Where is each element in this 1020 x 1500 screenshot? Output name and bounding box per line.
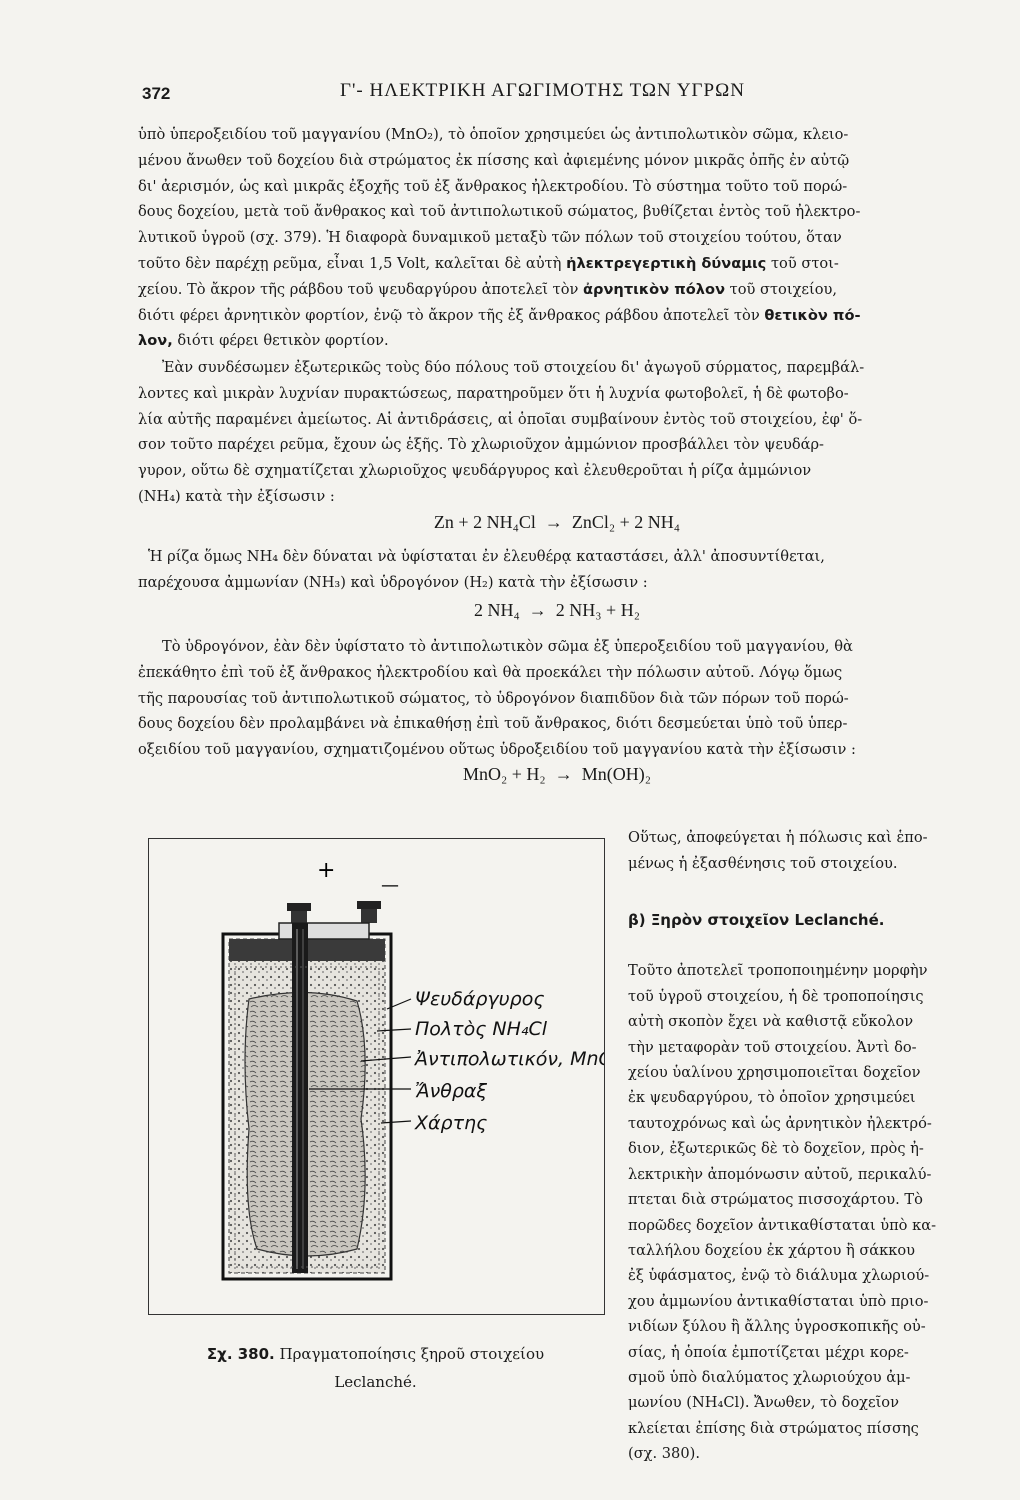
minus-sign: —	[381, 875, 399, 896]
para1-bold-positive-pole: θετικὸν πό- λον,	[138, 306, 861, 350]
label-zinc: Ψευδάργυρος	[415, 988, 545, 1010]
figure-caption	[148, 1340, 603, 1396]
right-column-intro: Οὕτως, ἀποφεύγεται ἡ πόλωσις καὶ ἑπο- μένως ἡ ἐξασθένησις τοῦ στοιχείου.	[628, 829, 928, 872]
caption-number: Σχ. 380.	[206, 1345, 275, 1363]
right-column-body: Τοῦτο ἀποτελεῖ τροποποιημένην μορφὴν τοῦ ὑγροῦ στοιχείου, ἡ δὲ τροποποίησις αὐτὴ σκοπὸν ἔχει νὰ καθιστᾷ εὔκολον τὴν μεταφορὰν τοῦ στοιχείου. Ἀντὶ δο- χείου ὑαλίνου χρησιμοποιεῖται δοχεῖον ἐκ ψευδαργύρου, τὸ ὁποῖον χρησιμεύει ταυτοχρόνως καὶ ὡς ἀρνητικὸν ἠλεκτρό- διον, ἐξωτερικῶς δὲ τὸ δοχεῖον, πρὸς ἠ- λεκτρικὴν ἀπομόνωσιν αὐτοῦ, περικαλύ- πτεται διὰ στρώματος πισσοχάρτου. Τὸ πορῶδες δοχεῖον ἀντικαθίσταται ὑπὸ κα- ταλλήλου δοχείου ἐκ χάρτου ἢ σάκκου ἐξ ὑφάσματος, ἐνῷ τὸ διάλυμα χλωριού- χου ἀμμωνίου ἀντικαθίσταται ὑπὸ πριο- νιδίων ξύλου ἢ ἄλλης ὑγροσκοπικῆς οὐ- σίας, ἡ ὁποία ἐμποτίζεται μέχρι κορε- σμοῦ ὑπὸ διαλύματος χλωριούχου ἀμ- μωνίου (NH₄Cl). Ἄνωθεν, τὸ δοχεῖον κλείεται ἐπίσης διὰ στρώματος πίσσης (σχ. 380).	[628, 962, 936, 1463]
caption-line-2: Leclanché.	[334, 1373, 417, 1391]
para1-text-2: τοῦ στοι- χείου. Τὸ ἄκρον τῆς ράβδου τοῦ ψευδαργύρου ἀποτελεῖ τὸν	[138, 254, 839, 298]
running-head: Γ'- ΗΛΕΚΤΡΙΚΗ ΑΓΩΓΙΜΟΤΗΣ ΤΩΝ ΥΓΡΩΝ	[340, 80, 745, 101]
paragraph-1	[138, 122, 976, 354]
right-column	[628, 800, 978, 1492]
carbon-rod	[292, 923, 308, 1273]
plus-sign: +	[317, 858, 336, 883]
para1-bold-emf: ἠλεκτρεγερτικὴ δύναμις	[566, 254, 767, 272]
paragraph-2: Ἐὰν συνδέσωμεν ἐξωτερικῶς τοὺς δύο πόλους τοῦ στοιχείου δι' ἀγωγοῦ σύρματος, παρεμβάλ- λοντες καὶ μικρὰν λυχνίαν πυρακτώσεως, παρατηροῦμεν ὅτι ἡ λυχνία φωτοβολεῖ, ἡ δὲ φωτοβο- λία αὐτῆς παραμένει ἀμείωτος. Αἱ ἀντιδράσεις, αἱ ὁποῖαι συμβαίνουν ἐντὸς τοῦ στοιχείου, ἐφ' ὅ- σον τοῦτο παρέχει ρεῦμα, ἔχουν ὡς ἑξῆς. Τὸ χλωριοῦχον ἀμμώνιον προσβάλλει τὸν ψευδάρ- γυρον, οὕτω δὲ σχηματίζεται χλωριοῦχος ψευδάργυρος καὶ ἐλευθεροῦται ἡ ρίζα ἀμμώνιον (NH₄) κατὰ τὴν ἐξίσωσιν :	[138, 359, 865, 505]
caption-text: Πραγματοποίησις ξηροῦ στοιχείου	[274, 1345, 545, 1363]
page-number: 372	[142, 84, 171, 103]
equation-1: Zn + 2 NH₄Cl → ZnCl₂ + 2 NH₄	[433, 512, 681, 532]
label-carbon: Ἄνθραξ	[415, 1080, 488, 1102]
dry-cell-diagram	[149, 839, 604, 1314]
para1-bold-negative-pole: ἀρνητικὸν πόλον	[583, 280, 726, 298]
negative-terminal-icon	[357, 901, 381, 923]
equation-3: MnO₂ + H₂ → Mn(OH)₂	[463, 764, 651, 784]
label-depolarizer: Ἀντιπολωτικόν, MnO₂	[415, 1048, 604, 1070]
label-paste: Πολτὸς NH₄Cl	[415, 1018, 548, 1040]
para1-text-4: διότι φέρει θετικὸν φορτίον.	[172, 332, 389, 350]
label-paper: Χάρτης	[415, 1112, 488, 1134]
paragraph-4: Τὸ ὑδρογόνον, ἐὰν δὲν ὑφίστατο τὸ ἀντιπολωτικὸν σῶμα ἐξ ὑπεροξειδίου τοῦ μαγγανίου, θὰ ἐπεκάθητο ἐπὶ τοῦ ἐξ ἄνθρακος ἠλεκτροδίου καὶ θὰ προεκάλει τὴν πόλωσιν αὐτοῦ. Λόγῳ ὅμως τῆς παρουσίας τοῦ ἀντιπολωτικοῦ σώματος, τὸ ὑδρογόνον διαπιδῦον διὰ τῶν πόρων τοῦ πορώ- δους δοχείου δὲν προλαμβάνει νὰ ἐπικαθήσῃ ἐπὶ τοῦ ἄνθρακος, διότι δεσμεύεται ὑπὸ τοῦ ὑπερ- οξειδίου τοῦ μαγγανίου, σχηματιζομένου οὕτως ὑδροξειδίου τοῦ μαγγανίου κατὰ τὴν ἐξίσωσιν :	[138, 638, 856, 759]
paragraph-3: Ἡ ρίζα ὅμως NH₄ δὲν δύναται νὰ ὑφίσταται ἐν ἐλευθέρᾳ καταστάσει, ἀλλ' ἀποσυντίθεται, παρέχουσα ἀμμωνίαν (NH₃) καὶ ὑδρογόνον (H₂) κατὰ τὴν ἐξίσωσιν :	[138, 548, 825, 591]
equation-2: 2 NH₄ → 2 NH₃ + H₂	[474, 600, 640, 620]
para1-text-1: ὑπὸ ὑπεροξειδίου τοῦ μαγγανίου (MnO₂), τὸ ὁποῖον χρησιμεύει ὡς ἀντιπολωτικὸν σῶμα, κλειο- μένου ἄνωθεν τοῦ δοχείου διὰ στρώματος ἐκ πίσσης καὶ ἀφιεμένης μόνον μικρᾶς ὀπῆς ἐν αὐτῷ δι' ἀερισμόν, ὡς καὶ μικρᾶς ἐξοχῆς τοῦ ἐξ ἄνθρακος ἠλεκτροδίου. Τὸ σύστημα τοῦτο τοῦ πορώ- δους δοχείου, μετὰ τοῦ ἄνθρακος καὶ τοῦ ἀντιπολωτικοῦ σώματος, βυθίζεται ἐντὸς τοῦ ἠλεκτρο- λυτικοῦ ὑγροῦ (σχ. 379). Ἡ διαφορὰ δυναμικοῦ μεταξὺ τῶν πόλων τοῦ στοιχείου τούτου, ὅταν τοῦτο δὲν παρέχῃ ρεῦμα, εἶναι 1,5 Volt, καλεῖται δὲ αὐτὴ	[138, 126, 861, 272]
figure-frame	[148, 838, 605, 1315]
section-heading: β) Ξηρὸν στοιχεῖον Leclanché.	[628, 910, 885, 929]
para1-text-3: τοῦ στοιχείου, διότι φέρει ἀρνητικὸν φορτίον, ἐνῷ τὸ ἄκρον τῆς ἐξ ἄνθρακος ράβδου ἀποτελεῖ τὸν	[138, 280, 837, 324]
positive-terminal-icon	[287, 903, 311, 925]
